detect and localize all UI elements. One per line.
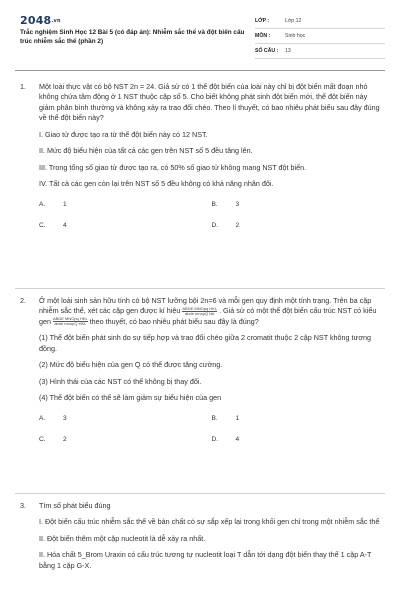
question-1 bbox=[20, 82, 384, 231]
option-text: 2 bbox=[63, 436, 67, 444]
statement: II. Hóa chất 5_Brom Uraxin có cấu trúc tương tự nucleotit loại T dẫn tới dạng đột biến thay thế 1 cặp A-T bằng 1 cặp G-X. bbox=[39, 550, 372, 570]
option-text: 4 bbox=[235, 436, 240, 444]
grade-label: LỚP : bbox=[255, 18, 270, 24]
logo-suffix: .vn bbox=[51, 18, 61, 24]
question-number: 3. bbox=[20, 501, 26, 510]
question-separator bbox=[15, 493, 385, 494]
statement: I. Đột biến cấu trúc nhiễm sắc thể về bản chất có sự sắp xếp lại trong khối gen chỉ trong một nhiễm sắc thể bbox=[39, 517, 380, 527]
fraction-bottom: abde mnopQ HKL bbox=[54, 321, 87, 327]
meta-count-row bbox=[255, 44, 385, 59]
statement: (4) Thể đột biến có thể sẽ làm giảm sự biểu hiện của gen bbox=[39, 393, 222, 403]
option-a[interactable] bbox=[39, 200, 212, 210]
statement: (1) Thể đột biến phát sinh do sự tiếp hợp và trao đổi chéo giữa 2 cromatit thuộc 2 cặp NST không tương đồng. bbox=[39, 333, 372, 353]
option-label: D. bbox=[211, 436, 219, 444]
option-text: 1 bbox=[63, 200, 67, 208]
question-3 bbox=[20, 501, 384, 577]
option-text: 1 bbox=[235, 414, 240, 422]
option-c[interactable] bbox=[39, 435, 212, 445]
option-d[interactable] bbox=[212, 221, 385, 231]
stem-text: Ở một loài sinh sản hữu tính có bộ NST lưỡng bội 2n=6 và mỗi gen quy định một tính trạng. Trên ba cặp nhiễm sắc thể, xét các cặp gen được kí hiệu bbox=[39, 296, 372, 316]
statement: (3) Hình thái của các NST có thể không bị thay đổi. bbox=[39, 376, 202, 386]
genotype-fraction bbox=[182, 307, 217, 316]
stem-text: . Giả sử có một thể đột biến cấu trúc NST có kiểu gen bbox=[39, 306, 377, 326]
option-b[interactable] bbox=[212, 200, 385, 210]
count-label: SỐ CÂU : bbox=[255, 48, 279, 54]
option-label: A. bbox=[39, 414, 46, 422]
answer-options bbox=[39, 200, 384, 231]
fraction-top: ABDE MNOpq HKL bbox=[53, 316, 88, 322]
option-text: 4 bbox=[63, 222, 67, 230]
question-separator bbox=[15, 288, 385, 289]
option-label: D. bbox=[211, 222, 219, 230]
meta-table bbox=[255, 14, 385, 59]
question-stem bbox=[39, 296, 384, 327]
option-b[interactable] bbox=[212, 414, 385, 424]
stem-text: theo thuyết, có bao nhiêu phát biểu sau đây là đúng? bbox=[89, 316, 259, 326]
option-label: B. bbox=[211, 200, 218, 208]
option-text: 3 bbox=[235, 200, 240, 208]
question-stem: Một loài thực vật có bộ NST 2n = 24. Giả sử có 1 thể đột biến của loài này chỉ bị đột biến mất đoạn nhỏ không chứa tâm động ở 1 NST thuộc cặp số 5. Cho biết không phát sinh đột biến mới, thể đột biến này giảm phân bình thường và không xảy ra trao đổi chéo. Theo lí thuyết, có bao nhiêu phát biểu sau đây đúng về thể đột biến này? bbox=[39, 82, 380, 123]
statement: II. Đột biến thêm một cặp nucleotit là dễ xảy ra nhất. bbox=[39, 533, 206, 543]
subject-label: MÔN : bbox=[255, 33, 271, 39]
page-header bbox=[0, 0, 400, 62]
statement: (2) Mức độ biểu hiện của gen Q có thể được tăng cường. bbox=[39, 360, 223, 370]
option-label: C. bbox=[39, 436, 46, 444]
option-d[interactable] bbox=[212, 435, 385, 445]
option-label: C. bbox=[39, 222, 46, 230]
option-a[interactable] bbox=[39, 414, 212, 424]
statement: III. Trong tổng số giao tử được tạo ra, có 50% số giao tử không mang NST đột biến. bbox=[39, 162, 307, 172]
meta-subject-row bbox=[255, 29, 385, 44]
question-number: 2. bbox=[20, 296, 26, 305]
question-2 bbox=[20, 296, 384, 445]
meta-grade-row bbox=[255, 14, 385, 29]
question-stem: Tìm số phát biểu đúng bbox=[39, 501, 111, 510]
statement: I. Giao tử được tạo ra từ thể đột biến này có 12 NST. bbox=[39, 129, 208, 139]
option-text: 2 bbox=[235, 222, 240, 230]
question-number: 1. bbox=[20, 82, 26, 91]
genotype-fraction bbox=[53, 317, 88, 326]
answer-options bbox=[39, 414, 384, 445]
fraction-top: ABDE MNOpq HKL bbox=[182, 306, 218, 312]
header-divider bbox=[15, 70, 385, 71]
statement: II. Mức độ biểu hiện của tất cả các gen trên NST số 5 đều tăng lên. bbox=[39, 146, 253, 156]
fraction-bottom: abde mnopQ hkl bbox=[185, 311, 215, 317]
subject-value: Sinh học bbox=[285, 33, 306, 39]
grade-value: Lớp 12 bbox=[285, 18, 302, 24]
count-value: 13 bbox=[285, 48, 291, 54]
option-text: 3 bbox=[63, 414, 67, 422]
document-title: Trắc nghiệm Sinh Học 12 Bài 5 (có đáp án): Nhiễm sắc thể và đột biến cấu trúc nhiễm sắc thể (phần 2) bbox=[20, 29, 245, 45]
option-label: A. bbox=[39, 200, 46, 208]
option-label: B. bbox=[211, 414, 218, 422]
site-logo[interactable] bbox=[20, 14, 61, 27]
logo-text: 2048 bbox=[20, 14, 52, 27]
option-c[interactable] bbox=[39, 221, 212, 231]
statement: IV. Tất cả các gen còn lại trên NST số 5 đều không có khả năng nhân đôi. bbox=[39, 179, 274, 189]
